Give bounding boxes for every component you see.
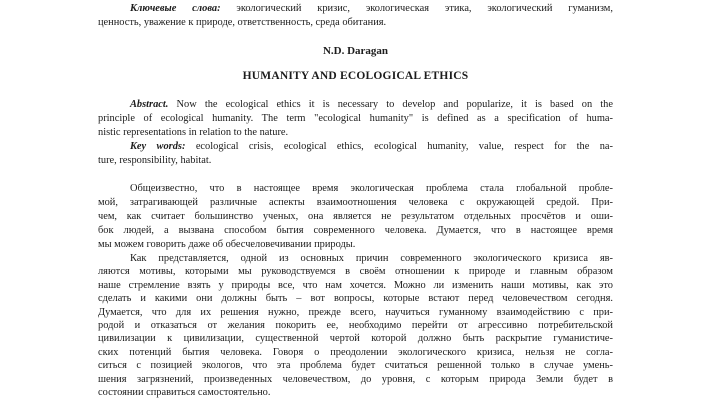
text-line: ture, responsibility, habitat. bbox=[98, 155, 212, 166]
body-paragraph-2 bbox=[98, 252, 613, 399]
keywords-ru-paragraph bbox=[98, 2, 613, 30]
text-line: бок людей, а вызвана способом бытия современного человека. Думается, что в настоящее время bbox=[98, 225, 613, 236]
keywords-en-text: ecological crisis, ecological ethics, ecological humanity, value, respect for the na- bbox=[185, 141, 613, 152]
body-paragraph-1 bbox=[98, 182, 613, 252]
text-line: nistic representations in relation to the nature. bbox=[98, 127, 289, 138]
text-line: Думается, что для их решения нужно, прежде всего, научиться гуманному взаимодействию с при- bbox=[98, 306, 613, 318]
keywords-ru-label: Ключевые слова: bbox=[130, 3, 221, 14]
text-line: Общеизвестно, что в настоящее время экологическая проблема стала глобальной пробле- bbox=[130, 183, 613, 194]
abstract-paragraph bbox=[98, 98, 613, 140]
abstract-text: Now the ecological ethics it is necessary to develop and popularize, it is based on the bbox=[168, 99, 613, 110]
text-line: шения загрязнений, произведенных человечеством, до уровня, с которым природа Земли будет в bbox=[98, 373, 613, 385]
text-line: цивилизации к цивилизации, существенной чертой которой должно быть раскрытие гуманистиче- bbox=[98, 333, 613, 345]
abstract-label: Abstract. bbox=[130, 99, 169, 110]
text-line bbox=[98, 98, 613, 112]
text-line: мой, затрагивающей различные аспекты взаимоотношения человека с окружающей средой. При- bbox=[98, 197, 613, 208]
keywords-ru-text: экологический кризис, экологическая этика, экологический гуманизм, bbox=[220, 3, 613, 14]
text-line: мы можем говорить даже об обесчеловечивании природы. bbox=[98, 239, 356, 250]
text-line: наше стремление взять у природы все, что нам хочется. Можно ли изменить наши мотивы, как это bbox=[98, 279, 613, 291]
text-line bbox=[98, 2, 613, 16]
text-column bbox=[98, 0, 613, 399]
text-line: родой и отказаться от желания покорить ее, необходимо перейти от агрессивно потребительской bbox=[98, 319, 613, 331]
text-line: Как представляется, одной из основных причин современного экологического кризиса яв- bbox=[130, 253, 613, 264]
text-line: principle of ecological humanity. The term "ecological humanity" is defined as a specification of huma- bbox=[98, 113, 613, 124]
author-name: N.D. Daragan bbox=[322, 45, 389, 57]
keywords-en-label: Key words: bbox=[130, 141, 186, 152]
text-line: ценность, уважение к природе, ответственность, среда обитания. bbox=[98, 17, 387, 28]
text-line: сделать и какими они должны быть – вот вопросы, которые встают перед человечеством сегодня. bbox=[98, 293, 613, 305]
text-line: ских потенций бытия человека. Говоря о преодолении экологического кризиса, нельзя не согла- bbox=[98, 346, 613, 358]
text-line bbox=[98, 140, 613, 154]
text-line: чем, как считает большинство ученых, она является не результатом отдельных просчётов и оши- bbox=[98, 211, 613, 222]
text-line: ляются мотивы, которыми мы руководствуемся в своём отношении к природе и главным образом bbox=[98, 266, 613, 278]
article-title: HUMANITY AND ECOLOGICAL ETHICS bbox=[242, 70, 469, 82]
keywords-en-paragraph bbox=[98, 140, 613, 168]
text-line: ситься с позицией экологов, что эта проблема будет считаться решенной только в случае умень- bbox=[98, 360, 613, 372]
text-line: состоянии справиться самостоятельно. bbox=[98, 386, 271, 398]
